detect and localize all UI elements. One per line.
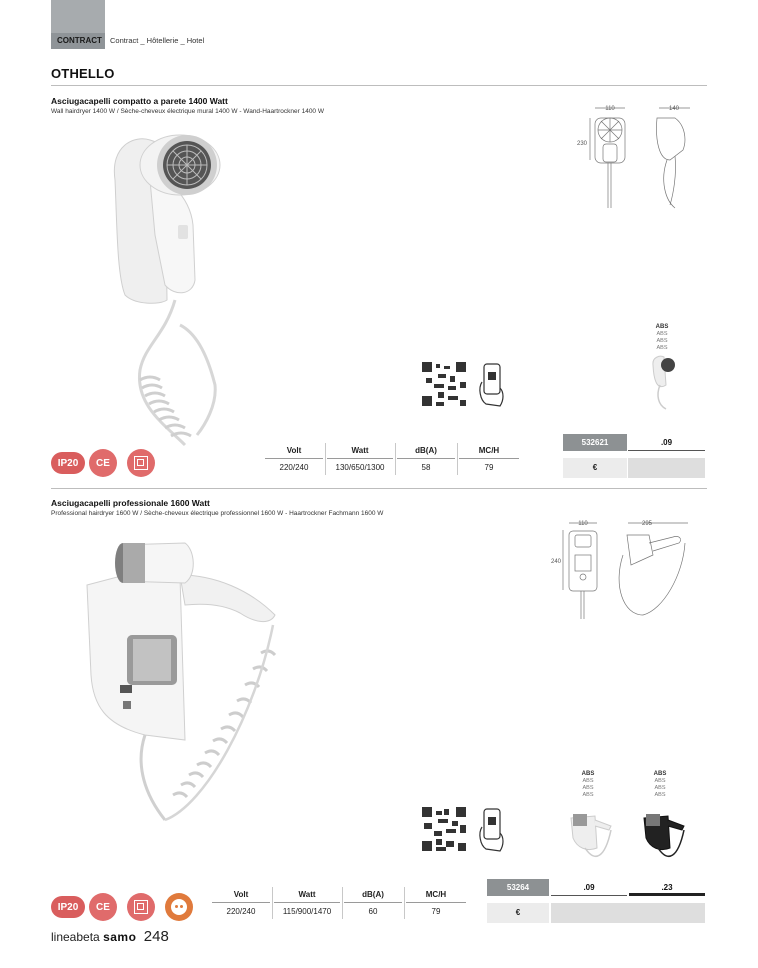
- dim-depth-2: 295: [641, 521, 653, 527]
- footer-brand-prefix: lineabeta: [51, 930, 100, 944]
- material-b-3: ABS: [654, 785, 666, 791]
- double-insulation-icon-2: [127, 893, 155, 921]
- spec2-value-db: 60: [368, 907, 378, 916]
- spec-header-db: dB(A): [397, 443, 455, 459]
- plug-socket-icon: [165, 893, 193, 921]
- category-tag: CONTRACT: [51, 33, 105, 49]
- material-w-1: ABS: [581, 771, 595, 777]
- dim-height-1: 230: [576, 141, 587, 147]
- product-2-thumbnail-black: [638, 808, 688, 873]
- product-2-currency: €: [487, 903, 549, 923]
- product-2-price-cell: [551, 903, 705, 923]
- material-w-3: ABS: [582, 785, 594, 791]
- product-1-materials: [650, 324, 674, 352]
- material-1: ABS: [655, 324, 669, 330]
- dim-width-2: 110: [578, 521, 588, 527]
- material-b-4: ABS: [654, 792, 666, 798]
- product-1-thumbnail: [648, 355, 678, 410]
- footer-brand: samo: [103, 930, 137, 944]
- ip-rating-badge: IP20: [51, 452, 85, 474]
- title-divider: [51, 85, 707, 86]
- product-2-subtitle: Professional hairdryer 1600 W / Sèche-cheveux électrique professionnel 1600 W - Haartrockner Fachmann 1600 W: [51, 510, 384, 517]
- double-insulation-icon: [127, 449, 155, 477]
- spec2-header-watt: Watt: [274, 887, 340, 903]
- dim-height-2: 240: [550, 559, 561, 565]
- material-w-2: ABS: [582, 778, 594, 784]
- ce-mark-icon: [89, 449, 117, 477]
- product-1-price-cell: [628, 458, 705, 478]
- material-2: ABS: [656, 331, 668, 337]
- header-tab-background: [51, 0, 105, 33]
- product-1-code: 532621: [563, 434, 627, 451]
- ce-mark-icon-2: [89, 893, 117, 921]
- page-number: 248: [143, 928, 169, 945]
- family-title: OTHELLO: [51, 66, 115, 81]
- product-1-subtitle: Wall hairdryer 1400 W / Sèche-cheveux électrique mural 1400 W - Wand-Haartrockner 1400 W: [51, 108, 324, 115]
- material-w-4: ABS: [582, 792, 594, 798]
- product-2-title: Asciugacapelli professionale 1600 Watt: [51, 498, 210, 508]
- spec-value-volt: 220/240: [279, 463, 309, 472]
- category-path: Contract _ Hôtellerie _ Hotel: [110, 36, 205, 45]
- dim-width-1: 110: [605, 106, 615, 112]
- spec-header-mch: MC/H: [459, 443, 519, 459]
- material-4: ABS: [656, 345, 668, 351]
- product-1-photo: [105, 125, 230, 455]
- material-b-1: ABS: [653, 771, 667, 777]
- material-3: ABS: [656, 338, 668, 344]
- product-1-currency: €: [563, 458, 627, 478]
- spec-value-watt: 130/650/1300: [335, 463, 385, 472]
- spec-value-db: 58: [421, 463, 431, 472]
- product-2-thumbnail-white: [565, 808, 615, 873]
- product-1-technical-drawing: [575, 100, 715, 210]
- ce-label: CE: [96, 457, 110, 469]
- spec-header-watt: Watt: [327, 443, 393, 459]
- material-b-2: ABS: [654, 778, 666, 784]
- product-1-qr-code: [420, 360, 510, 410]
- product-2-suffix-black: .23: [629, 879, 705, 896]
- spec2-value-watt: 115/900/1470: [282, 907, 332, 916]
- spec-header-volt: Volt: [265, 443, 323, 459]
- product-2-photo: [85, 535, 280, 825]
- product-2-technical-drawing: [550, 515, 693, 625]
- product-1-spec-table: [265, 443, 521, 477]
- spec2-header-db: dB(A): [344, 887, 402, 903]
- product-divider: [51, 488, 707, 489]
- product-2-suffix-white: .09: [551, 879, 627, 896]
- spec-value-mch: 79: [484, 463, 494, 472]
- spec2-value-volt: 220/240: [226, 907, 256, 916]
- ip-rating-badge-2: IP20: [51, 896, 85, 918]
- dim-depth-1: 140: [668, 106, 680, 112]
- product-2-qr-code: [420, 805, 510, 855]
- product-2-materials-black: [648, 771, 672, 799]
- product-2-code: 53264: [487, 879, 549, 896]
- product-2-spec-table: [212, 887, 468, 921]
- product-1-title: Asciugacapelli compatto a parete 1400 Watt: [51, 96, 228, 106]
- ce-label-2: CE: [96, 901, 110, 913]
- spec2-header-volt: Volt: [212, 887, 270, 903]
- spec2-header-mch: MC/H: [406, 887, 466, 903]
- product-1-code-suffix: .09: [628, 434, 705, 451]
- spec2-value-mch: 79: [431, 907, 441, 916]
- page-footer: [51, 928, 169, 945]
- product-2-materials-white: [576, 771, 600, 799]
